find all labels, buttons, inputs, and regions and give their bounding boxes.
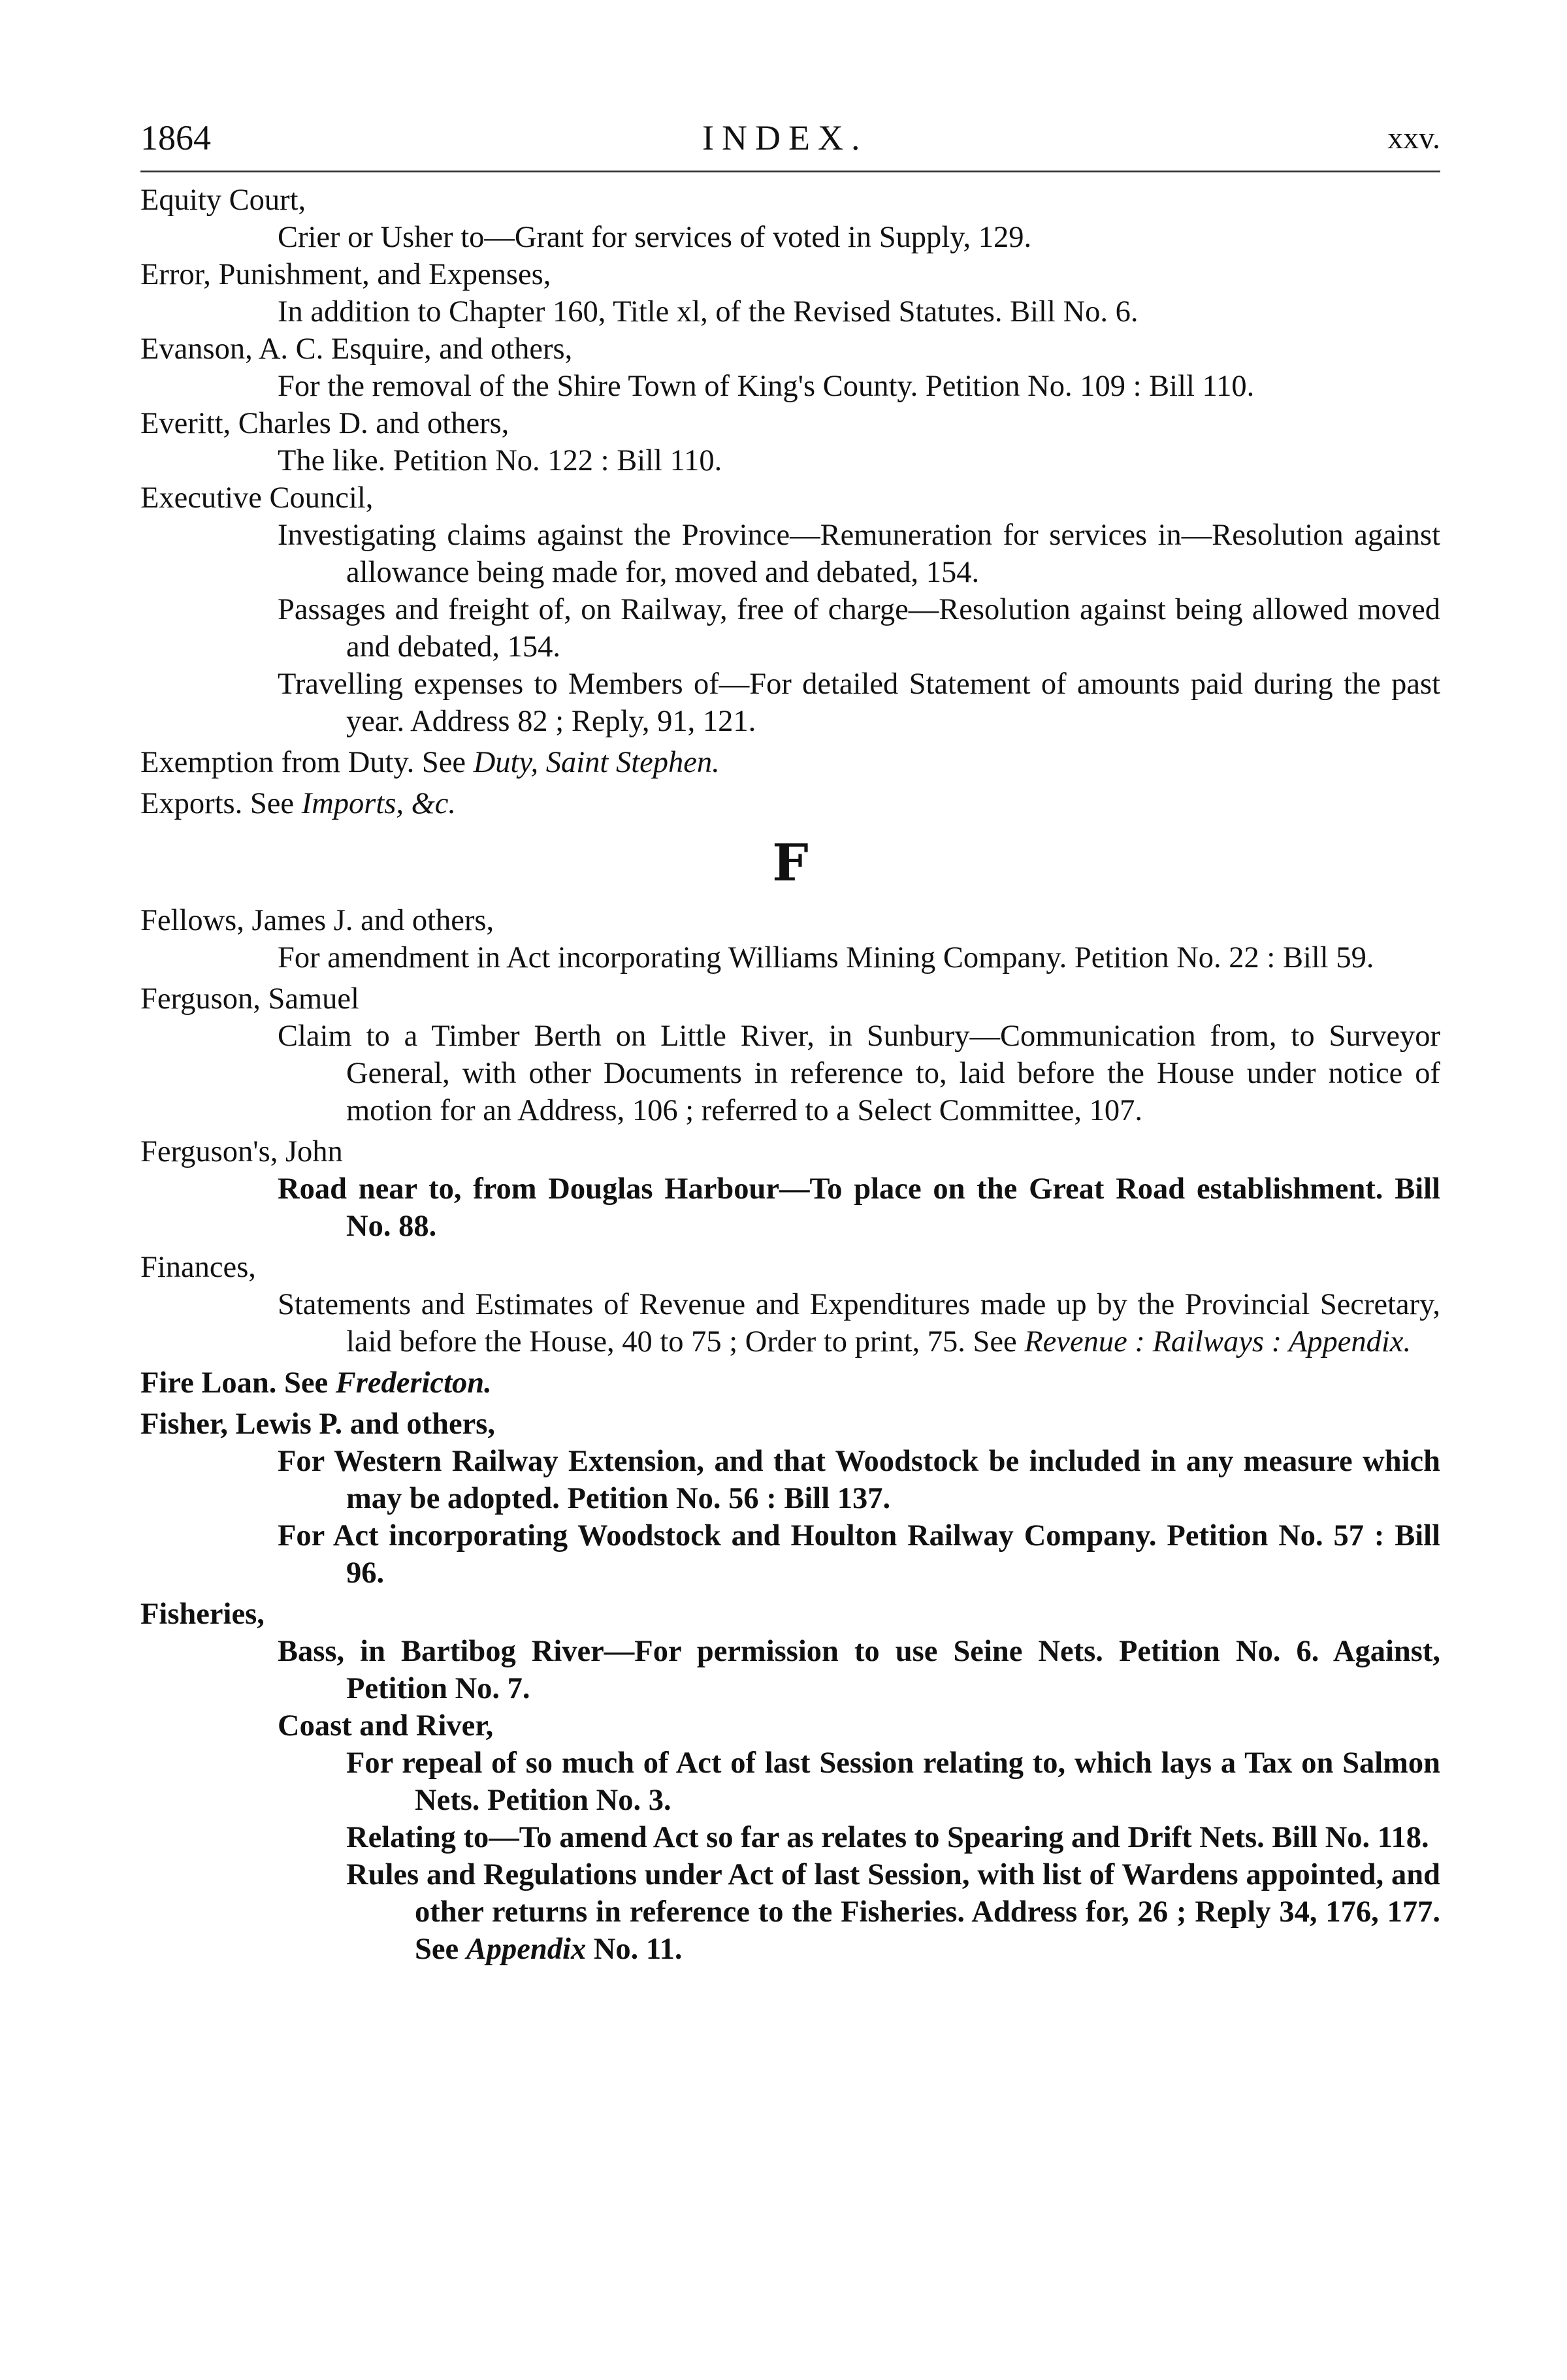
entry-heading (140, 1364, 1440, 1402)
index-entry (140, 256, 1440, 330)
entry-heading: Error, Punishment, and Expenses, (140, 258, 551, 291)
entry-subentry: The like. Petition No. 122 : Bill 110. (278, 444, 722, 477)
index-entry (140, 405, 1440, 479)
entry-text: Fire Loan. See (140, 1366, 329, 1400)
entry-subheading: Coast and River, (278, 1709, 494, 1743)
cross-reference-link[interactable]: Imports, &c. (301, 787, 457, 820)
entry-heading: Fellows, James J. and others, (140, 904, 494, 937)
cross-reference-link[interactable]: Fredericton. (335, 1366, 492, 1400)
entry-text: Exemption from Duty. See (140, 746, 466, 779)
entry-subentry: Passages and freight of, on Railway, free of charge—Resolution against being allowed moved and debated, 154. (278, 593, 1440, 664)
cross-reference-link[interactable]: Duty, Saint Stephen. (473, 746, 720, 779)
entry-heading: Everitt, Charles D. and others, (140, 407, 509, 440)
header-rule (140, 170, 1440, 172)
cross-reference-link[interactable]: Appendix (466, 1933, 587, 1966)
header-year: 1864 (140, 118, 211, 157)
entry-subsubentry (140, 1856, 1440, 1968)
index-entry (140, 1596, 1440, 1968)
entry-subentry: For Act incorporating Woodstock and Houlton Railway Company. Petition No. 57 : Bill 96. (278, 1519, 1440, 1590)
entry-heading: Fisheries, (140, 1598, 265, 1631)
entry-subentry: For Western Railway Extension, and that Woodstock be included in any measure which may be adopted. Petition No. 56 : Bill 137. (278, 1445, 1440, 1515)
entry-heading: Executive Council, (140, 481, 374, 515)
entry-subentry: Road near to, from Douglas Harbour—To place on the Great Road establishment. Bill No. 88. (278, 1172, 1440, 1243)
entry-subentry: Bass, in Bartibog River—For permission to use Seine Nets. Petition No. 6. Against, Petition No. 7. (278, 1635, 1440, 1705)
index-entry (140, 785, 1440, 822)
index-entry (140, 182, 1440, 256)
entry-subsubentry: Relating to—To amend Act so far as relates to Spearing and Drift Nets. Bill No. 118. (346, 1821, 1429, 1854)
entry-heading: Ferguson, Samuel (140, 982, 359, 1016)
entry-heading: Finances, (140, 1251, 256, 1284)
entry-subentry: In addition to Chapter 160, Title xl, of the Revised Statutes. Bill No. 6. (278, 295, 1139, 329)
entry-text: Statements and Estimates of Revenue and Expenditures made up by the Provincial Secretary, laid before the House, 40 to 75 ; Order to print, 75. See (278, 1288, 1440, 1359)
section-letter: F (772, 833, 809, 893)
index-entry (140, 902, 1440, 976)
entry-subentry: Investigating claims against the Province—Remuneration for services in—Resolution against allowance being made for, moved and debated, 154. (278, 519, 1440, 589)
index-entry (140, 1364, 1440, 1402)
index-entry (140, 1406, 1440, 1592)
index-entry (140, 980, 1440, 1129)
entry-heading (140, 744, 1440, 781)
entry-subsubentry: For repeal of so much of Act of last Session relating to, which lays a Tax on Salmon Nets. Petition No. 3. (346, 1746, 1440, 1817)
index-entry (140, 330, 1440, 405)
entry-subentry: For amendment in Act incorporating Williams Mining Company. Petition No. 22 : Bill 59. (278, 941, 1374, 974)
entry-subentry: Claim to a Timber Berth on Little River, in Sunbury—Communication from, to Surveyor General, with other Documents in reference to, laid before the House under notice of motion for an Address, 106 ; referred to a Select Committee, 107. (278, 1020, 1440, 1127)
index-entry (140, 744, 1440, 781)
header-page-number: xxv. (1387, 121, 1440, 155)
index-entry (140, 1133, 1440, 1245)
index-entry (140, 479, 1440, 740)
header-title: INDEX. (702, 118, 868, 157)
index-entry (140, 1249, 1440, 1360)
entry-text: Rules and Regulations under Act of last Session, with list of Wardens appointed, and other returns in reference to the Fisheries. Address for, 26 ; Reply 34, 176, 177. See (346, 1858, 1440, 1966)
entry-subentry: Travelling expenses to Members of—For detailed Statement of amounts paid during the past year. Address 82 ; Reply, 91, 121. (278, 667, 1440, 738)
cross-reference-link[interactable]: Revenue : Railways : Appendix. (1024, 1325, 1412, 1359)
entry-heading (140, 785, 1440, 822)
entry-subentry: Crier or Usher to—Grant for services of voted in Supply, 129. (278, 221, 1032, 254)
entry-text: Exports. See (140, 787, 295, 820)
entry-heading: Equity Court, (140, 184, 306, 217)
entry-heading: Fisher, Lewis P. and others, (140, 1407, 495, 1441)
entry-subentry: For the removal of the Shire Town of King's County. Petition No. 109 : Bill 110. (278, 370, 1255, 403)
index-page (140, 111, 1440, 1968)
page-header (140, 111, 1440, 170)
entry-subentry (140, 1286, 1440, 1360)
entry-heading: Ferguson's, John (140, 1135, 343, 1168)
entry-heading: Evanson, A. C. Esquire, and others, (140, 332, 573, 366)
entry-text: No. 11. (586, 1933, 683, 1966)
index-entries (140, 182, 1440, 1968)
